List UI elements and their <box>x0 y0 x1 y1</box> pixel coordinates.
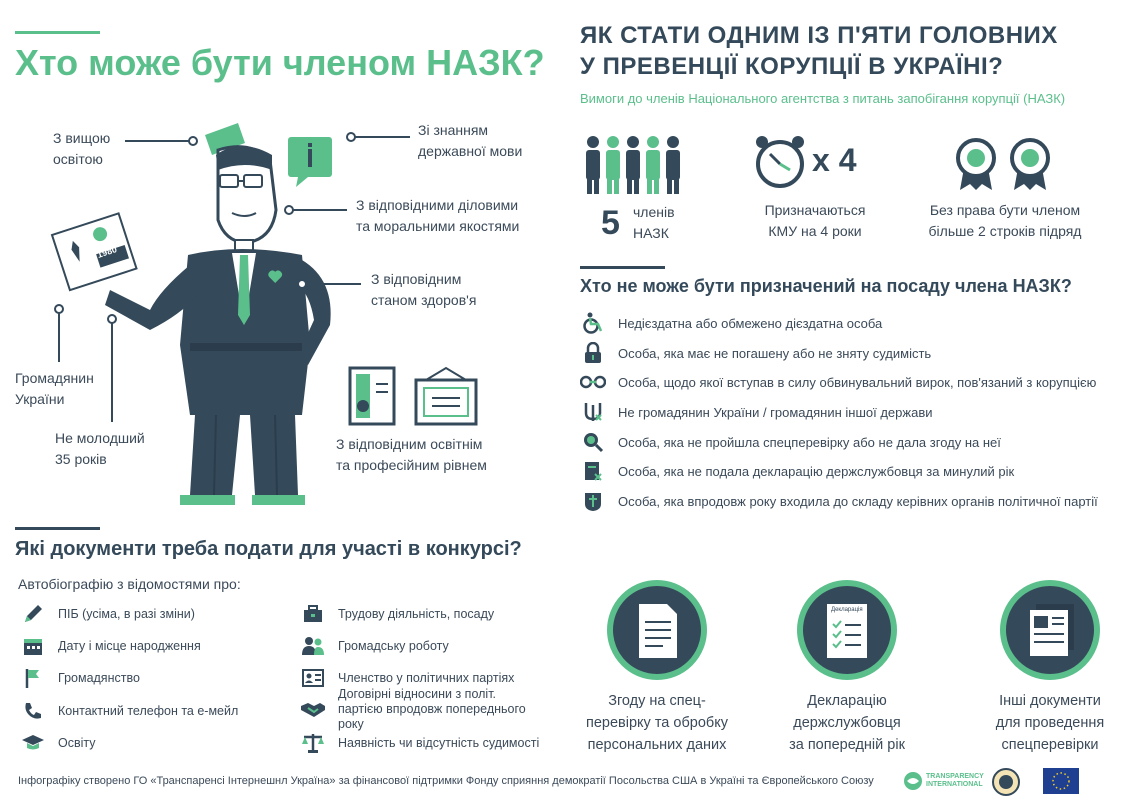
briefcase-icon <box>300 602 326 626</box>
cant-item: Особа, щодо якої вступав в силу обвинувальний вирок, пов'язаний з корупцією <box>580 370 1096 394</box>
cant-item: Не громадянин України / громадянин іншої держави <box>580 400 932 424</box>
docs-subtitle: Автобіографію з відомостями про: <box>18 576 241 592</box>
doc-item: Громадянство <box>20 665 140 691</box>
cant-title: Хто не може бути призначений на посаду члена НАЗК? <box>580 276 1072 296</box>
doc-item: Освіту <box>20 730 96 756</box>
doc-item: Членство у політичних партіях <box>300 665 514 691</box>
ti-logo-icon <box>903 771 923 791</box>
members-text: членів НАЗК <box>633 204 675 241</box>
doc-item: Договірні відносини з політ. партією впродовж попереднього року <box>300 696 540 722</box>
handshake-icon <box>300 697 326 721</box>
limit-text: Без права бути членом більше 2 строків підряд <box>928 202 1082 239</box>
usa-seal-icon <box>992 768 1020 796</box>
term-multiplier: x 4 <box>812 142 857 178</box>
wheelchair-icon <box>580 312 606 334</box>
label-qualities: З відповідними діловими та моральними якостями <box>356 197 520 234</box>
pencil-icon <box>20 602 46 626</box>
members-number: 5 <box>601 204 620 242</box>
handcuffs-icon <box>580 371 606 393</box>
left-title: Хто може бути членом НАЗК? <box>15 42 545 83</box>
diploma-icon <box>348 366 478 428</box>
label-age: Не молодший 35 років <box>55 430 145 467</box>
calendar-icon <box>20 634 46 658</box>
circle-consent <box>607 580 707 680</box>
doc-item: Трудову діяльність, посаду <box>300 601 494 627</box>
cant-item: Особа, яка не пройшла спецперевірку або не дала згоду на неї <box>580 430 1001 454</box>
cant-title-rule <box>580 266 665 269</box>
eu-flag-icon <box>1043 768 1079 794</box>
medals-icon <box>952 138 1054 192</box>
circle-other-docs <box>1000 580 1100 680</box>
circle-consent-label: Згоду на спец- перевірку та обробку персональних даних <box>586 693 728 753</box>
docs-title: Які документи треба подати для участі в конкурсі? <box>15 538 522 560</box>
doc-item: Дату і місце народження <box>20 633 201 659</box>
scales-icon <box>300 731 326 755</box>
left-title-rule <box>15 31 100 34</box>
dot-qualities <box>284 205 294 215</box>
docs-title-rule <box>15 527 100 530</box>
right-title: ЯК СТАТИ ОДНИМ ІЗ П'ЯТИ ГОЛОВНИХ У ПРЕВЕНЦІЇ КОРУПЦІЇ В УКРАЇНІ? <box>580 22 1058 80</box>
clock-icon <box>752 134 808 190</box>
label-professional: З відповідним освітнім та професійним рівнем <box>336 436 487 473</box>
documents-stack-icon <box>1022 602 1080 662</box>
cant-item: Особа, яка має не погашену або не зняту судимість <box>580 341 931 365</box>
doc-item: Контактний телефон та е-мейл <box>20 698 238 724</box>
dot-age <box>107 314 117 324</box>
circle-declaration <box>797 580 897 680</box>
doc-item: ПІБ (усіма, в разі зміни) <box>20 601 195 627</box>
connector-health <box>306 283 361 285</box>
connector-education <box>125 140 190 142</box>
dot-health <box>297 279 307 289</box>
dot-language <box>346 132 356 142</box>
circle-other-docs-label: Інші документи для проведення спецперевірки <box>995 693 1105 753</box>
people-group-icon <box>583 134 685 196</box>
graduation-cap-icon <box>20 731 46 755</box>
trident-icon <box>580 401 606 423</box>
declaration-doc-caption: Декларація <box>831 607 863 613</box>
cant-item: Особа, яка впродовж року входила до складу керівних органів політичної партії <box>580 489 1098 513</box>
flag-icon <box>20 666 46 690</box>
label-citizen: Громадянин України <box>15 370 94 407</box>
dot-citizen <box>54 304 64 314</box>
phone-icon <box>20 699 46 723</box>
label-education: З вищою освітою <box>53 130 111 167</box>
connector-age <box>111 322 113 422</box>
magnifier-icon <box>580 431 606 453</box>
document-icon <box>635 602 681 660</box>
doc-item: Наявність чи відсутність судимості <box>300 730 539 756</box>
cant-item: Особа, яка не подала декларацію держслужбовця за минулий рік <box>580 459 1014 483</box>
doc-item: Громадську роботу <box>300 633 449 659</box>
connector-qualities <box>292 209 347 211</box>
circle-declaration-label: Декларацію держслужбовця за попередній рік <box>789 693 905 753</box>
passport-year: 1980 <box>95 244 119 260</box>
party-icon <box>580 490 606 512</box>
id-card-icon <box>300 666 326 690</box>
right-subtitle: Вимоги до членів Національного агентства з питань запобігання корупції (НАЗК) <box>580 91 1066 106</box>
declaration-icon <box>580 460 606 482</box>
connector-citizen <box>58 312 60 362</box>
ti-logo: TRANSPARENCY INTERNATIONAL <box>903 771 978 791</box>
connector-language <box>355 136 410 138</box>
cant-item: Недієздатна або обмежено дієздатна особа <box>580 311 882 335</box>
lock-icon <box>580 342 606 364</box>
footer-text: Інфографіку створено ГО «Транспаренсі Інтернешнл Україна» за фінансової підтримки Фонду сприяння демократії Посольства США в Україні та Європейського Союзу <box>18 775 874 787</box>
dot-education <box>188 136 198 146</box>
people-icon <box>300 634 326 658</box>
label-language: Зі знанням державної мови <box>418 122 523 159</box>
label-health: З відповідним станом здоров'я <box>371 271 477 308</box>
term-text: Призначаються КМУ на 4 роки <box>764 202 866 239</box>
